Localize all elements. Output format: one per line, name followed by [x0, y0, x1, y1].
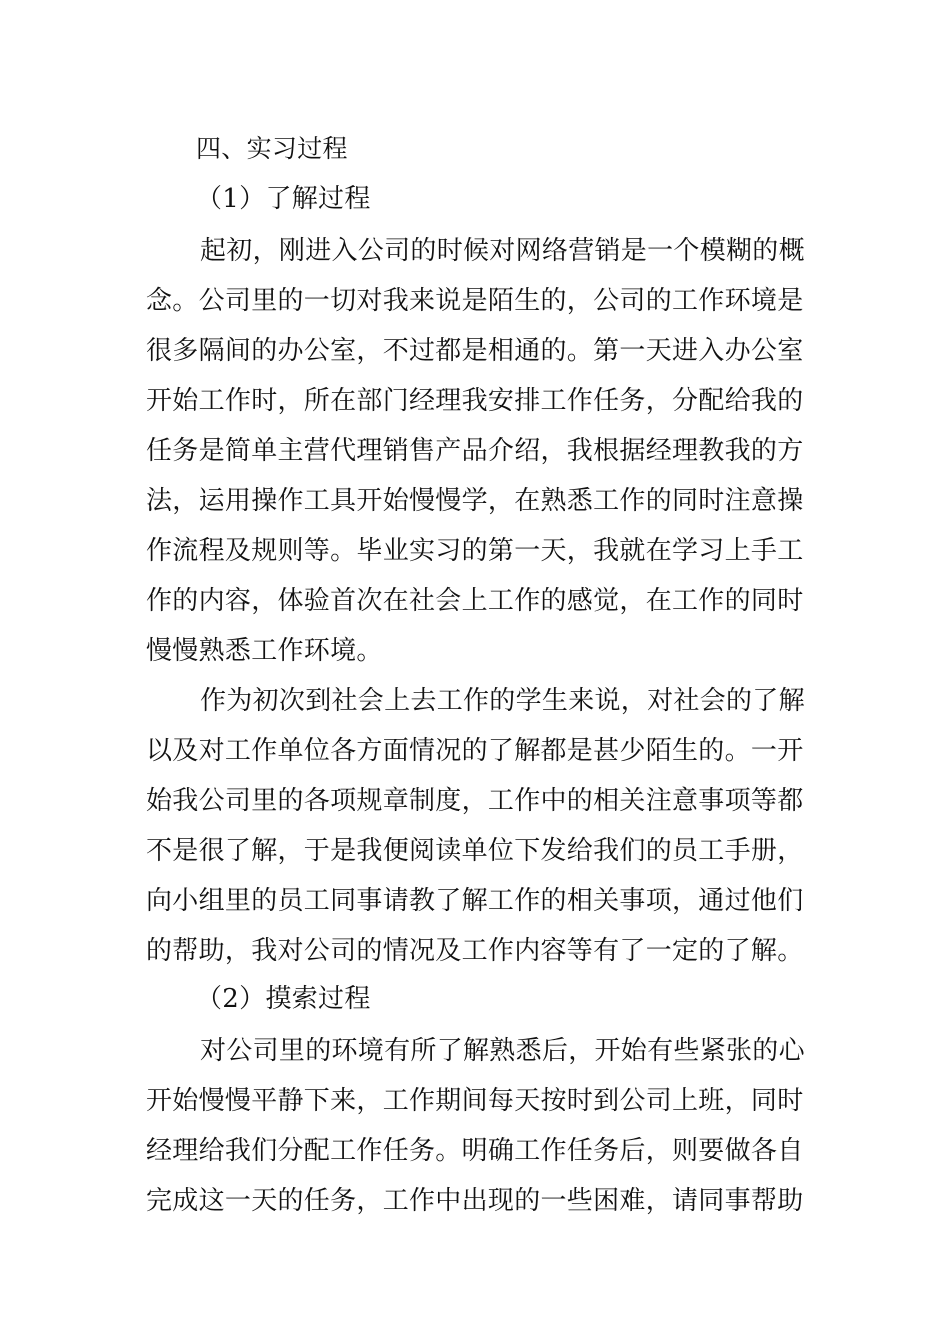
paragraph-1-line: 作的内容，体验首次在社会上工作的感觉，在工作的同时 — [146, 586, 804, 616]
section-heading: 四、实习过程 — [196, 134, 348, 163]
paragraph-1-line: 慢慢熟悉工作环境。 — [146, 636, 383, 666]
paragraph-1-line: 作流程及规则等。毕业实习的第一天，我就在学习上手工 — [146, 536, 804, 566]
paragraph-1-line: 很多隔间的办公室，不过都是相通的。第一天进入办公室 — [146, 336, 804, 366]
paragraph-3-line: 经理给我们分配工作任务。明确工作任务后，则要做各自 — [146, 1136, 804, 1166]
paragraph-1-line: 念。公司里的一切对我来说是陌生的，公司的工作环境是 — [146, 286, 804, 316]
paragraph-2-line: 以及对工作单位各方面情况的了解都是甚少陌生的。一开 — [146, 736, 804, 766]
paragraph-1-line: 法，运用操作工具开始慢慢学，在熟悉工作的同时注意操 — [146, 486, 804, 516]
paragraph-1-line: 开始工作时，所在部门经理我安排工作任务，分配给我的 — [146, 386, 804, 416]
paragraph-1-line: 起初，刚进入公司的时候对网络营销是一个模糊的概 — [200, 236, 805, 266]
paragraph-1-line: 任务是简单主营代理销售产品介绍，我根据经理教我的方 — [146, 436, 804, 466]
paragraph-2-line: 向小组里的员工同事请教了解工作的相关事项，通过他们 — [146, 886, 804, 916]
paragraph-2-line: 的帮助，我对公司的情况及工作内容等有了一定的了解。 — [146, 936, 804, 966]
paragraph-3-line: 对公司里的环境有所了解熟悉后，开始有些紧张的心 — [200, 1036, 805, 1066]
subsection-title-2: （2）摸索过程 — [196, 984, 371, 1014]
paragraph-2-line: 始我公司里的各项规章制度，工作中的相关注意事项等都 — [146, 786, 804, 816]
paragraph-2-line: 不是很了解，于是我便阅读单位下发给我们的员工手册， — [146, 836, 804, 866]
subsection-title-1: （1）了解过程 — [196, 184, 371, 214]
paragraph-3-line: 完成这一天的任务，工作中出现的一些困难，请同事帮助 — [146, 1186, 804, 1216]
paragraph-2-line: 作为初次到社会上去工作的学生来说，对社会的了解 — [200, 686, 805, 716]
paragraph-3-line: 开始慢慢平静下来，工作期间每天按时到公司上班，同时 — [146, 1086, 804, 1116]
